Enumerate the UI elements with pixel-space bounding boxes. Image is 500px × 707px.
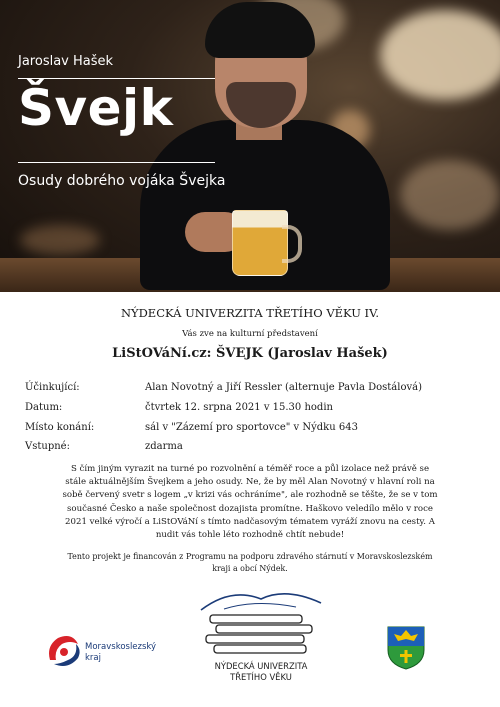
- detail-label: Místo konání:: [25, 422, 95, 433]
- region-logo-line: Moravskoslezský: [85, 642, 157, 652]
- description-line: sobě červený svetr s logem „v krizi vás ochráníme", ale rozhodně se těšte, že se v tom: [62, 490, 438, 501]
- bokeh-light: [400, 160, 500, 230]
- event-title: LiStOVáNí.cz: ŠVEJK (Jaroslav Hašek): [112, 346, 388, 361]
- detail-label: Účinkující:: [25, 382, 80, 393]
- nydek-coat-of-arms-icon: [387, 626, 425, 670]
- detail-value: sál v "Zázemí pro sportovce" v Nýdku 643: [145, 422, 358, 433]
- description-line: současné Česko a naše společnost dozajista promítne. Haškovo veledílo mělo v roce: [67, 503, 433, 514]
- description-line: S čím jiným vyrazit na turné po rozvolnění a téměř roce a půl izolace než právě se: [70, 464, 430, 474]
- university-logo-line: TŘETÍHO VĚKU: [230, 672, 292, 682]
- book-title: Švejk: [18, 79, 174, 137]
- detail-value: Alan Novotný a Jiří Ressler (alternuje Pavla Dostálová): [145, 382, 422, 393]
- logo-arc-inner: [224, 603, 296, 609]
- book-spine: [214, 645, 306, 653]
- funding-note: [26, 551, 474, 575]
- funding-line: Tento projekt je financován z Programu na podporu zdravého stárnutí v Moravskoslezském: [67, 552, 433, 561]
- region-logo-text: [85, 642, 156, 664]
- invite-text: Vás zve na kulturní představení: [182, 329, 318, 339]
- logo-arc: [201, 594, 321, 610]
- detail-value: čtvrtek 12. srpna 2021 v 15.30 hodin: [145, 402, 333, 413]
- book-spine: [210, 615, 302, 623]
- bokeh-light: [20, 225, 100, 255]
- university-logo-text: [196, 661, 326, 683]
- beer-mug-handle: [282, 225, 302, 263]
- description-line: 2021 velké výročí a LiStOVáNí s tímto nadčasovým tématem vyráží znovu na cesty. A: [65, 516, 435, 527]
- book-subtitle: Osudy dobrého vojáka Švejka: [18, 173, 226, 189]
- funding-line: kraji a obcí Nýdek.: [212, 564, 288, 573]
- event-description: [22, 463, 478, 542]
- organizer-heading: NÝDECKÁ UNIVERZITA TŘETÍHO VĚKU IV.: [120, 306, 380, 320]
- actor-hair: [205, 2, 315, 58]
- book-author: Jaroslav Hašek: [18, 54, 114, 69]
- region-logo-dot: [60, 648, 68, 656]
- hero-photo: [0, 0, 500, 292]
- detail-label: Vstupné:: [25, 441, 70, 452]
- detail-label: Datum:: [25, 402, 63, 413]
- book-spine: [206, 635, 304, 643]
- book-spine: [216, 625, 312, 633]
- university-logo-line: NÝDECKÁ UNIVERZITA: [214, 661, 308, 671]
- coat-cross-horizontal: [400, 654, 412, 657]
- description-line: stále aktuálnějším Švejkem a jeho osudy. Ne, že by měl Alan Novotný v hlavní roli na: [65, 477, 435, 488]
- book-stack-icon: [206, 615, 312, 653]
- description-line: nudit vás tohle léto rozhodně chtít nebude!: [155, 530, 345, 541]
- bokeh-light: [380, 10, 500, 100]
- beer-mug-icon: [232, 210, 288, 276]
- title-divider: [18, 162, 215, 163]
- university-books-logo: [196, 585, 326, 660]
- detail-value: zdarma: [145, 441, 183, 452]
- region-logo-line: kraj: [85, 653, 101, 663]
